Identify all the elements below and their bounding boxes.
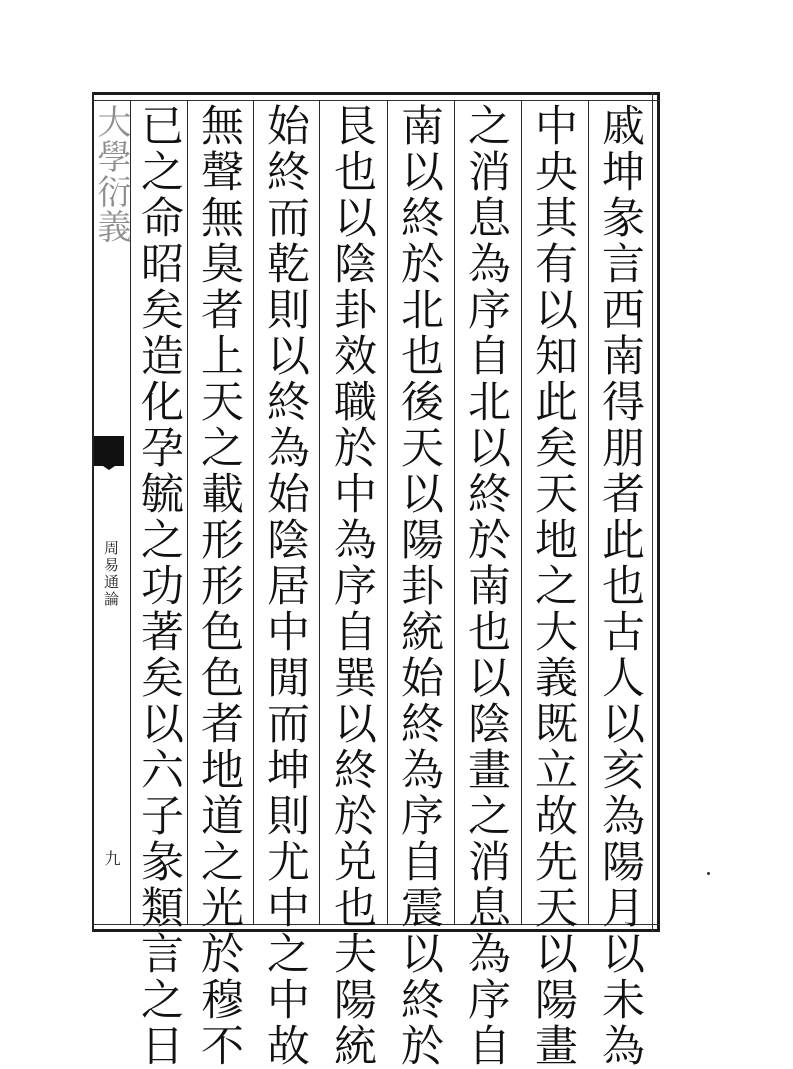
column-rule <box>187 100 188 925</box>
inner-border-right <box>652 92 653 932</box>
inner-border-top <box>92 100 660 101</box>
text-column-7: 無聲無臭者上天之載形形色色者地道之光於穆不 <box>194 103 244 1069</box>
column-rule <box>319 100 320 925</box>
fold-book-title: 大學衍義 <box>91 104 131 244</box>
fold-column <box>92 100 130 924</box>
column-rule <box>130 100 131 925</box>
text-column-4: 南以終於北也後天以陽卦統始終為序自震以終於 <box>394 103 444 1069</box>
text-column-3: 之消息為序自北以終於南也以陰畫之消息為序自 <box>461 103 511 1069</box>
text-column-5: 艮也以陰卦效職於中為序自巽以終於兑也夫陽統 <box>327 103 377 1069</box>
fish-tail-notch <box>94 460 124 470</box>
column-rule <box>454 100 455 925</box>
page-number: 九 <box>102 850 121 866</box>
column-rule <box>253 100 254 925</box>
text-column-6: 始終而乾則以終為始陰居中閒而坤則尤中之中故 <box>260 103 310 1069</box>
text-column-8: 已之命昭矣造化孕毓之功著矣以六子彖類言之日 <box>134 103 184 1069</box>
text-column-2: 中央其有以知此矣天地之大義既立故先天以陽畫 <box>528 103 578 1069</box>
ink-speck <box>707 872 710 875</box>
fold-section-title: 周易通論 <box>102 540 120 608</box>
column-rule <box>521 100 522 925</box>
column-rule <box>588 100 589 925</box>
text-column-1: 戚坤彖言西南得朋者此也古人以亥為陽月以未為 <box>595 103 645 1069</box>
column-rule <box>387 100 388 925</box>
